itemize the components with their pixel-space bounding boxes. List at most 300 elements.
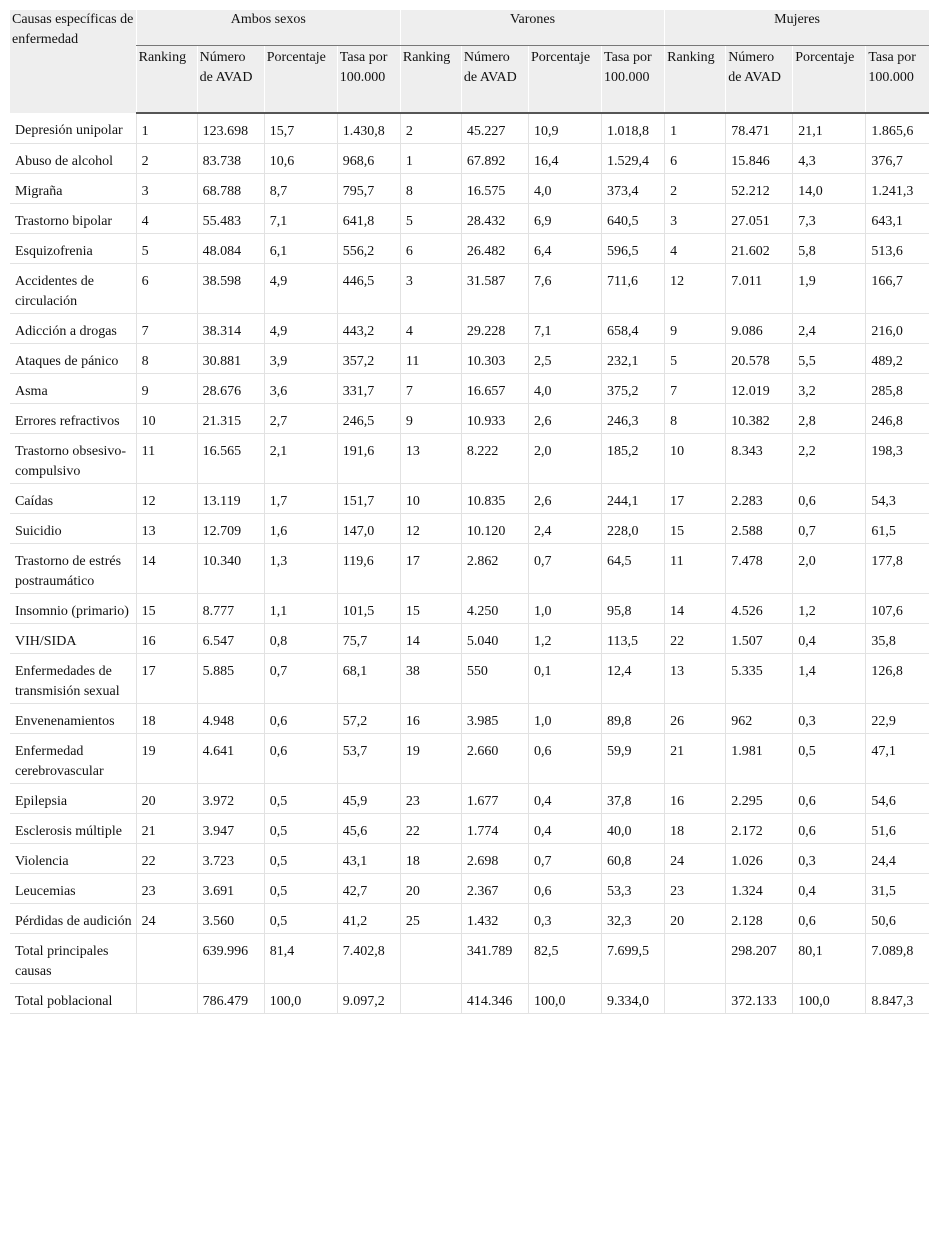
women-rate-cell: 1.865,6	[866, 113, 929, 144]
table-header	[10, 10, 929, 113]
both-avad-cell: 68.788	[197, 174, 264, 204]
both-percentage-cell: 1,6	[264, 514, 337, 544]
women-ranking-cell: 9	[665, 314, 726, 344]
women-ranking-cell: 14	[665, 594, 726, 624]
subheader-ranking: Ranking	[136, 46, 197, 114]
women-percentage-cell: 2,2	[793, 434, 866, 484]
men-percentage-cell: 0,7	[528, 544, 601, 594]
both-rate-cell: 331,7	[337, 374, 400, 404]
both-avad-cell: 639.996	[197, 934, 264, 984]
both-avad-cell: 48.084	[197, 234, 264, 264]
both-ranking-cell: 23	[136, 874, 197, 904]
table-row	[10, 204, 929, 234]
both-rate-cell: 446,5	[337, 264, 400, 314]
men-avad-cell: 2.660	[461, 734, 528, 784]
both-percentage-cell: 7,1	[264, 204, 337, 234]
both-avad-cell: 3.947	[197, 814, 264, 844]
women-rate-cell: 643,1	[866, 204, 929, 234]
both-ranking-cell: 20	[136, 784, 197, 814]
both-percentage-cell: 0,5	[264, 784, 337, 814]
both-percentage-cell: 4,9	[264, 314, 337, 344]
men-percentage-cell: 6,9	[528, 204, 601, 234]
both-rate-cell: 42,7	[337, 874, 400, 904]
women-rate-cell: 47,1	[866, 734, 929, 784]
men-percentage-cell: 0,3	[528, 904, 601, 934]
women-percentage-cell: 0,6	[793, 814, 866, 844]
women-avad-cell: 7.478	[726, 544, 793, 594]
men-ranking-cell: 5	[400, 204, 461, 234]
subheader-rate: Tasa por 100.000	[337, 46, 400, 114]
cause-cell: Total poblacional	[10, 984, 136, 1014]
women-ranking-cell: 4	[665, 234, 726, 264]
women-avad-cell: 20.578	[726, 344, 793, 374]
men-rate-cell: 64,5	[602, 544, 665, 594]
women-ranking-cell: 5	[665, 344, 726, 374]
men-avad-cell: 16.657	[461, 374, 528, 404]
men-ranking-cell: 7	[400, 374, 461, 404]
both-percentage-cell: 0,5	[264, 814, 337, 844]
cause-cell: Trastorno obsesivo-compulsivo	[10, 434, 136, 484]
women-ranking-cell: 15	[665, 514, 726, 544]
table-row	[10, 144, 929, 174]
women-avad-cell: 2.588	[726, 514, 793, 544]
men-rate-cell: 246,3	[602, 404, 665, 434]
both-avad-cell: 3.691	[197, 874, 264, 904]
both-avad-cell: 10.340	[197, 544, 264, 594]
men-avad-cell: 1.432	[461, 904, 528, 934]
table-row	[10, 404, 929, 434]
cause-cell: Caídas	[10, 484, 136, 514]
women-percentage-cell: 5,5	[793, 344, 866, 374]
women-rate-cell: 7.089,8	[866, 934, 929, 984]
men-percentage-cell: 0,7	[528, 844, 601, 874]
women-rate-cell: 126,8	[866, 654, 929, 704]
men-ranking-cell: 15	[400, 594, 461, 624]
men-percentage-cell: 0,6	[528, 874, 601, 904]
men-ranking-cell: 19	[400, 734, 461, 784]
men-rate-cell: 59,9	[602, 734, 665, 784]
both-percentage-cell: 3,9	[264, 344, 337, 374]
both-ranking-cell: 6	[136, 264, 197, 314]
cause-cell: Accidentes de circulación	[10, 264, 136, 314]
both-avad-cell: 12.709	[197, 514, 264, 544]
women-ranking-cell: 12	[665, 264, 726, 314]
table-row	[10, 654, 929, 704]
both-avad-cell: 38.314	[197, 314, 264, 344]
men-percentage-cell: 6,4	[528, 234, 601, 264]
women-avad-cell: 372.133	[726, 984, 793, 1014]
men-rate-cell: 1.529,4	[602, 144, 665, 174]
women-percentage-cell: 2,4	[793, 314, 866, 344]
both-rate-cell: 53,7	[337, 734, 400, 784]
table-row	[10, 374, 929, 404]
men-avad-cell: 1.677	[461, 784, 528, 814]
cause-cell: Epilepsia	[10, 784, 136, 814]
men-avad-cell: 2.367	[461, 874, 528, 904]
women-percentage-cell: 2,0	[793, 544, 866, 594]
both-ranking-cell	[136, 934, 197, 984]
men-ranking-cell: 3	[400, 264, 461, 314]
men-avad-cell: 8.222	[461, 434, 528, 484]
men-rate-cell: 12,4	[602, 654, 665, 704]
women-percentage-cell: 4,3	[793, 144, 866, 174]
women-percentage-cell: 0,6	[793, 784, 866, 814]
men-rate-cell: 40,0	[602, 814, 665, 844]
both-avad-cell: 8.777	[197, 594, 264, 624]
both-rate-cell: 41,2	[337, 904, 400, 934]
men-percentage-cell: 0,4	[528, 814, 601, 844]
both-percentage-cell: 1,1	[264, 594, 337, 624]
subheader-rate: Tasa por 100.000	[602, 46, 665, 114]
women-rate-cell: 54,3	[866, 484, 929, 514]
men-avad-cell: 341.789	[461, 934, 528, 984]
both-rate-cell: 68,1	[337, 654, 400, 704]
women-rate-cell: 285,8	[866, 374, 929, 404]
men-avad-cell: 26.482	[461, 234, 528, 264]
men-percentage-cell: 2,6	[528, 484, 601, 514]
men-percentage-cell: 2,5	[528, 344, 601, 374]
men-rate-cell: 53,3	[602, 874, 665, 904]
women-rate-cell: 216,0	[866, 314, 929, 344]
women-rate-cell: 513,6	[866, 234, 929, 264]
women-ranking-cell: 23	[665, 874, 726, 904]
women-ranking-cell: 2	[665, 174, 726, 204]
both-rate-cell: 43,1	[337, 844, 400, 874]
cause-column-header: Causas específicas de enfermedad	[10, 10, 136, 113]
both-rate-cell: 75,7	[337, 624, 400, 654]
men-rate-cell: 228,0	[602, 514, 665, 544]
men-rate-cell: 232,1	[602, 344, 665, 374]
men-avad-cell: 31.587	[461, 264, 528, 314]
table-row	[10, 704, 929, 734]
both-ranking-cell: 17	[136, 654, 197, 704]
both-ranking-cell: 10	[136, 404, 197, 434]
men-ranking-cell: 18	[400, 844, 461, 874]
men-percentage-cell: 4,0	[528, 374, 601, 404]
both-rate-cell: 151,7	[337, 484, 400, 514]
men-percentage-cell: 7,6	[528, 264, 601, 314]
table-row	[10, 814, 929, 844]
both-percentage-cell: 2,7	[264, 404, 337, 434]
men-avad-cell: 3.985	[461, 704, 528, 734]
women-ranking-cell: 24	[665, 844, 726, 874]
both-percentage-cell: 2,1	[264, 434, 337, 484]
women-rate-cell: 22,9	[866, 704, 929, 734]
cause-cell: VIH/SIDA	[10, 624, 136, 654]
both-rate-cell: 443,2	[337, 314, 400, 344]
women-rate-cell: 35,8	[866, 624, 929, 654]
men-ranking-cell: 2	[400, 113, 461, 144]
women-rate-cell: 31,5	[866, 874, 929, 904]
both-avad-cell: 3.972	[197, 784, 264, 814]
cause-cell: Suicidio	[10, 514, 136, 544]
both-rate-cell: 119,6	[337, 544, 400, 594]
women-ranking-cell: 21	[665, 734, 726, 784]
women-avad-cell: 1.026	[726, 844, 793, 874]
women-ranking-cell: 26	[665, 704, 726, 734]
men-ranking-cell: 6	[400, 234, 461, 264]
both-avad-cell: 5.885	[197, 654, 264, 704]
women-ranking-cell: 10	[665, 434, 726, 484]
women-percentage-cell: 2,8	[793, 404, 866, 434]
table-row	[10, 984, 929, 1014]
both-ranking-cell: 13	[136, 514, 197, 544]
men-rate-cell: 89,8	[602, 704, 665, 734]
table-body	[10, 113, 929, 1014]
women-rate-cell: 246,8	[866, 404, 929, 434]
women-ranking-cell	[665, 934, 726, 984]
both-avad-cell: 30.881	[197, 344, 264, 374]
both-avad-cell: 3.723	[197, 844, 264, 874]
cause-cell: Enfermedades de transmisión sexual	[10, 654, 136, 704]
cause-cell: Leucemias	[10, 874, 136, 904]
women-avad-cell: 78.471	[726, 113, 793, 144]
both-avad-cell: 6.547	[197, 624, 264, 654]
both-rate-cell: 641,8	[337, 204, 400, 234]
women-avad-cell: 7.011	[726, 264, 793, 314]
women-avad-cell: 10.382	[726, 404, 793, 434]
men-ranking-cell: 17	[400, 544, 461, 594]
women-avad-cell: 21.602	[726, 234, 793, 264]
table-row	[10, 904, 929, 934]
men-avad-cell: 67.892	[461, 144, 528, 174]
cause-cell: Ataques de pánico	[10, 344, 136, 374]
women-ranking-cell: 11	[665, 544, 726, 594]
men-ranking-cell: 9	[400, 404, 461, 434]
table-row	[10, 874, 929, 904]
men-rate-cell: 596,5	[602, 234, 665, 264]
table-row	[10, 734, 929, 784]
both-percentage-cell: 100,0	[264, 984, 337, 1014]
both-ranking-cell: 11	[136, 434, 197, 484]
both-rate-cell: 7.402,8	[337, 934, 400, 984]
cause-cell: Esclerosis múltiple	[10, 814, 136, 844]
women-ranking-cell: 8	[665, 404, 726, 434]
both-ranking-cell: 9	[136, 374, 197, 404]
table-row	[10, 314, 929, 344]
both-percentage-cell: 0,6	[264, 734, 337, 784]
both-ranking-cell: 8	[136, 344, 197, 374]
men-percentage-cell: 0,1	[528, 654, 601, 704]
women-rate-cell: 198,3	[866, 434, 929, 484]
both-percentage-cell: 15,7	[264, 113, 337, 144]
both-rate-cell: 9.097,2	[337, 984, 400, 1014]
both-avad-cell: 4.641	[197, 734, 264, 784]
both-ranking-cell	[136, 984, 197, 1014]
men-avad-cell: 550	[461, 654, 528, 704]
both-avad-cell: 55.483	[197, 204, 264, 234]
women-rate-cell: 376,7	[866, 144, 929, 174]
subheader-percentage: Porcentaje	[528, 46, 601, 114]
both-avad-cell: 83.738	[197, 144, 264, 174]
women-rate-cell: 489,2	[866, 344, 929, 374]
cause-cell: Errores refractivos	[10, 404, 136, 434]
women-percentage-cell: 14,0	[793, 174, 866, 204]
women-rate-cell: 8.847,3	[866, 984, 929, 1014]
men-percentage-cell: 1,0	[528, 594, 601, 624]
women-rate-cell: 51,6	[866, 814, 929, 844]
women-percentage-cell: 5,8	[793, 234, 866, 264]
men-rate-cell: 373,4	[602, 174, 665, 204]
both-ranking-cell: 21	[136, 814, 197, 844]
cause-cell: Trastorno bipolar	[10, 204, 136, 234]
men-rate-cell: 185,2	[602, 434, 665, 484]
both-rate-cell: 246,5	[337, 404, 400, 434]
men-avad-cell: 2.862	[461, 544, 528, 594]
women-ranking-cell: 22	[665, 624, 726, 654]
women-percentage-cell: 1,2	[793, 594, 866, 624]
men-percentage-cell: 100,0	[528, 984, 601, 1014]
men-ranking-cell: 38	[400, 654, 461, 704]
men-avad-cell: 414.346	[461, 984, 528, 1014]
group-header-men: Varones	[400, 10, 664, 46]
men-rate-cell: 711,6	[602, 264, 665, 314]
women-percentage-cell: 0,7	[793, 514, 866, 544]
cause-cell: Violencia	[10, 844, 136, 874]
women-ranking-cell: 6	[665, 144, 726, 174]
both-rate-cell: 556,2	[337, 234, 400, 264]
men-rate-cell: 244,1	[602, 484, 665, 514]
both-percentage-cell: 1,7	[264, 484, 337, 514]
both-ranking-cell: 3	[136, 174, 197, 204]
men-ranking-cell: 8	[400, 174, 461, 204]
women-rate-cell: 61,5	[866, 514, 929, 544]
men-ranking-cell	[400, 984, 461, 1014]
men-rate-cell: 9.334,0	[602, 984, 665, 1014]
both-rate-cell: 147,0	[337, 514, 400, 544]
subheader-avad: Número de AVAD	[461, 46, 528, 114]
both-percentage-cell: 81,4	[264, 934, 337, 984]
subheader-ranking: Ranking	[665, 46, 726, 114]
cause-cell: Adicción a drogas	[10, 314, 136, 344]
women-ranking-cell: 18	[665, 814, 726, 844]
table-row	[10, 344, 929, 374]
both-rate-cell: 45,6	[337, 814, 400, 844]
both-percentage-cell: 0,5	[264, 844, 337, 874]
women-avad-cell: 9.086	[726, 314, 793, 344]
both-rate-cell: 45,9	[337, 784, 400, 814]
both-ranking-cell: 2	[136, 144, 197, 174]
table-row	[10, 174, 929, 204]
men-percentage-cell: 10,9	[528, 113, 601, 144]
men-avad-cell: 1.774	[461, 814, 528, 844]
both-rate-cell: 191,6	[337, 434, 400, 484]
men-avad-cell: 10.835	[461, 484, 528, 514]
women-avad-cell: 1.981	[726, 734, 793, 784]
women-percentage-cell: 0,6	[793, 904, 866, 934]
men-rate-cell: 95,8	[602, 594, 665, 624]
men-rate-cell: 1.018,8	[602, 113, 665, 144]
women-percentage-cell: 7,3	[793, 204, 866, 234]
both-avad-cell: 4.948	[197, 704, 264, 734]
cause-cell: Envenenamientos	[10, 704, 136, 734]
table-row	[10, 264, 929, 314]
both-avad-cell: 28.676	[197, 374, 264, 404]
men-rate-cell: 60,8	[602, 844, 665, 874]
women-avad-cell: 2.295	[726, 784, 793, 814]
men-percentage-cell: 0,4	[528, 784, 601, 814]
table-row	[10, 624, 929, 654]
both-avad-cell: 21.315	[197, 404, 264, 434]
women-percentage-cell: 0,3	[793, 704, 866, 734]
both-ranking-cell: 16	[136, 624, 197, 654]
women-ranking-cell: 17	[665, 484, 726, 514]
women-avad-cell: 2.172	[726, 814, 793, 844]
cause-cell: Enfermedad cerebrovascular	[10, 734, 136, 784]
women-rate-cell: 24,4	[866, 844, 929, 874]
both-percentage-cell: 10,6	[264, 144, 337, 174]
men-rate-cell: 37,8	[602, 784, 665, 814]
cause-cell: Insomnio (primario)	[10, 594, 136, 624]
men-percentage-cell: 1,0	[528, 704, 601, 734]
women-rate-cell: 50,6	[866, 904, 929, 934]
women-rate-cell: 177,8	[866, 544, 929, 594]
women-avad-cell: 4.526	[726, 594, 793, 624]
table-row	[10, 484, 929, 514]
women-percentage-cell: 1,4	[793, 654, 866, 704]
both-ranking-cell: 14	[136, 544, 197, 594]
table-row	[10, 594, 929, 624]
women-avad-cell: 1.324	[726, 874, 793, 904]
men-ranking-cell: 16	[400, 704, 461, 734]
men-avad-cell: 16.575	[461, 174, 528, 204]
table-row	[10, 844, 929, 874]
men-ranking-cell: 13	[400, 434, 461, 484]
both-ranking-cell: 12	[136, 484, 197, 514]
women-rate-cell: 1.241,3	[866, 174, 929, 204]
table-row	[10, 434, 929, 484]
both-rate-cell: 357,2	[337, 344, 400, 374]
women-percentage-cell: 0,5	[793, 734, 866, 784]
women-avad-cell: 1.507	[726, 624, 793, 654]
both-ranking-cell: 1	[136, 113, 197, 144]
men-ranking-cell: 12	[400, 514, 461, 544]
men-percentage-cell: 2,4	[528, 514, 601, 544]
table-row	[10, 934, 929, 984]
both-percentage-cell: 0,6	[264, 704, 337, 734]
both-avad-cell: 3.560	[197, 904, 264, 934]
both-rate-cell: 795,7	[337, 174, 400, 204]
men-ranking-cell: 22	[400, 814, 461, 844]
both-percentage-cell: 0,5	[264, 874, 337, 904]
both-rate-cell: 101,5	[337, 594, 400, 624]
men-avad-cell: 29.228	[461, 314, 528, 344]
women-avad-cell: 15.846	[726, 144, 793, 174]
subheader-rate: Tasa por 100.000	[866, 46, 929, 114]
both-percentage-cell: 6,1	[264, 234, 337, 264]
subheader-percentage: Porcentaje	[264, 46, 337, 114]
both-avad-cell: 38.598	[197, 264, 264, 314]
cause-cell: Depresión unipolar	[10, 113, 136, 144]
men-ranking-cell: 20	[400, 874, 461, 904]
women-percentage-cell: 1,9	[793, 264, 866, 314]
men-ranking-cell: 11	[400, 344, 461, 374]
men-avad-cell: 28.432	[461, 204, 528, 234]
women-ranking-cell: 3	[665, 204, 726, 234]
both-ranking-cell: 4	[136, 204, 197, 234]
men-avad-cell: 5.040	[461, 624, 528, 654]
both-percentage-cell: 0,5	[264, 904, 337, 934]
women-ranking-cell: 16	[665, 784, 726, 814]
men-avad-cell: 2.698	[461, 844, 528, 874]
both-rate-cell: 1.430,8	[337, 113, 400, 144]
cause-cell: Esquizofrenia	[10, 234, 136, 264]
both-percentage-cell: 8,7	[264, 174, 337, 204]
women-percentage-cell: 0,4	[793, 874, 866, 904]
cause-cell: Asma	[10, 374, 136, 404]
men-avad-cell: 10.120	[461, 514, 528, 544]
women-avad-cell: 27.051	[726, 204, 793, 234]
